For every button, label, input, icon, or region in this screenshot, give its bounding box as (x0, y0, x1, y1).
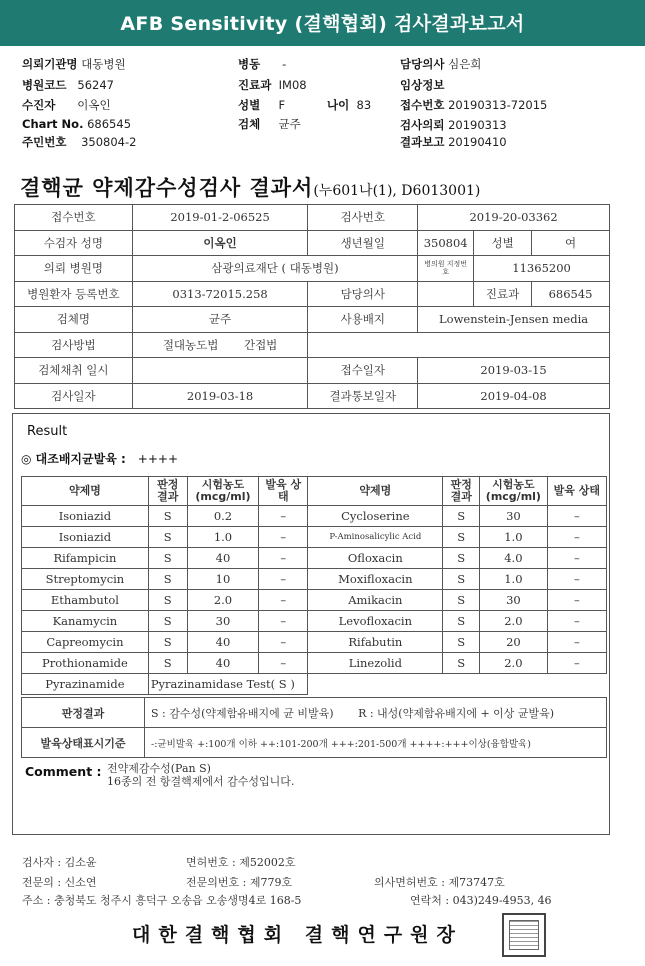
drug-concentration: 0.2 (187, 506, 259, 527)
result-box (12, 413, 610, 835)
drug-table (21, 476, 607, 695)
cell-label: 성별 (474, 230, 532, 256)
cell-value (418, 281, 474, 307)
drug-name: Isoniazid (22, 527, 149, 548)
address: 주소 : 충청북도 청주시 흥덕구 오송읍 오송생명4로 168-5 (22, 894, 302, 907)
drug-growth: – (259, 548, 308, 569)
drug-concentration: 40 (187, 653, 259, 674)
drug-result: S (443, 548, 480, 569)
drug-growth: – (259, 569, 308, 590)
cell-label: 검체명 (15, 307, 133, 333)
examiner: 검사자 : 김소윤 (22, 856, 97, 869)
info-row: 접수번호 20190313-72015 (400, 98, 548, 112)
col-header: 시험농도 (mcg/ml) (480, 477, 548, 506)
cell-label: 진료과 (474, 281, 532, 307)
comment-text: 전약제감수성(Pan S) 16종의 전 항결핵제에서 감수성입니다. (107, 762, 295, 788)
drug-result: S (148, 527, 187, 548)
drug-row (22, 569, 607, 590)
cell-label: 담당의사 (308, 281, 418, 307)
drug-growth: – (547, 611, 606, 632)
cell-label: 검사일자 (15, 383, 133, 409)
criteria-label: 발육상태표시기준 (22, 728, 145, 758)
drug-name: Capreomycin (22, 632, 149, 653)
col-header: 발육 상태 (547, 477, 606, 506)
drug-name: Kanamycin (22, 611, 149, 632)
col-header: 판정 결과 (148, 477, 187, 506)
col-header: 시험농도 (mcg/ml) (187, 477, 259, 506)
cell-label: 접수번호 (15, 205, 133, 231)
patient-info-table (14, 204, 610, 409)
info-row: 주민번호 350804-2 (22, 135, 137, 149)
specialist: 전문의 : 신소연 (22, 876, 97, 889)
drug-growth: – (547, 506, 606, 527)
drug-result: S (443, 527, 480, 548)
drug-name: Ethambutol (22, 590, 149, 611)
cell-label: 검사번호 (308, 205, 418, 231)
drug-growth: – (259, 611, 308, 632)
cell-label: 사용배지 (308, 307, 418, 333)
cell-value: 삼광의료재단 ( 대동병원) (132, 256, 417, 282)
result-heading: Result (27, 424, 68, 439)
drug-result: S (443, 632, 480, 653)
col-header: 약제명 (308, 477, 443, 506)
drug-concentration: 30 (187, 611, 259, 632)
pza-row (22, 674, 607, 695)
drug-growth: – (547, 569, 606, 590)
drug-result: S (148, 632, 187, 653)
drug-result: S (443, 590, 480, 611)
cell-value: 686545 (532, 281, 610, 307)
drug-row (22, 527, 607, 548)
drug-name: Amikacin (308, 590, 443, 611)
drug-growth: – (259, 653, 308, 674)
cell-value: 11365200 (474, 256, 610, 282)
drug-concentration: 1.0 (187, 527, 259, 548)
info-row: 진료과 IM08 (238, 78, 307, 92)
phone: 연락처 : 043)249-4953, 46 (410, 894, 552, 907)
drug-row (22, 632, 607, 653)
drug-growth: – (547, 632, 606, 653)
drug-result: S (148, 653, 187, 674)
doctor-license: 의사면허번호 : 제73747호 (374, 876, 505, 889)
drug-concentration: 40 (187, 548, 259, 569)
cell-empty (308, 674, 607, 695)
cell-value: 0313-72015.258 (132, 281, 308, 307)
drug-result: S (443, 506, 480, 527)
drug-result: S (148, 569, 187, 590)
drug-concentration: 2.0 (480, 653, 548, 674)
drug-result: S (443, 653, 480, 674)
drug-concentration: 2.0 (480, 611, 548, 632)
drug-name: Pyrazinamide (22, 674, 149, 695)
drug-result: S (148, 611, 187, 632)
drug-growth: – (259, 632, 308, 653)
drug-growth: – (547, 590, 606, 611)
drug-growth: – (259, 590, 308, 611)
cell-value: Lowenstein-Jensen media (418, 307, 610, 333)
cell-label: 수검자 성명 (15, 230, 133, 256)
cell-value: 여 (532, 230, 610, 256)
info-row: 담당의사 심은희 (400, 57, 482, 71)
cell-value: 절대농도법 간접법 (132, 332, 308, 358)
examiner-license: 면허번호 : 제52002호 (186, 856, 296, 869)
info-row: 나이 83 (327, 98, 372, 112)
info-row: Chart No. 686545 (22, 117, 132, 131)
cell-label: 검체채취 일시 (15, 358, 133, 384)
drug-concentration: 2.0 (187, 590, 259, 611)
col-header: 발육 상태 (259, 477, 308, 506)
cell-label: 결과통보일자 (308, 383, 418, 409)
cell-label: 생년월일 (308, 230, 418, 256)
cell-value: 2019-03-15 (418, 358, 610, 384)
criteria-label: 판정결과 (22, 698, 145, 728)
drug-result: S (148, 506, 187, 527)
drug-concentration: 4.0 (480, 548, 548, 569)
cell-value: 2019-03-18 (132, 383, 308, 409)
drug-growth: – (259, 506, 308, 527)
info-row: 병동 - (238, 57, 287, 71)
drug-name: Linezolid (308, 653, 443, 674)
drug-name: Cycloserine (308, 506, 443, 527)
drug-row (22, 548, 607, 569)
drug-growth: – (547, 527, 606, 548)
scanned-report (0, 168, 645, 966)
info-row: 성별 F (238, 98, 286, 112)
drug-growth: – (259, 527, 308, 548)
col-header: 판정 결과 (443, 477, 480, 506)
cell-label: 검사방법 (15, 332, 133, 358)
drug-name: Rifabutin (308, 632, 443, 653)
report-header-title: AFB Sensitivity (결핵협회) 검사결과보고서 (0, 0, 645, 46)
drug-growth: – (547, 548, 606, 569)
cell-label: 병의원 지정번호 (418, 256, 474, 282)
control-growth: ◎ 대조배지균발육 : ++++ (21, 452, 178, 466)
drug-row (22, 506, 607, 527)
cell-label: 병원환자 등록번호 (15, 281, 133, 307)
drug-row (22, 653, 607, 674)
drug-name: Levofloxacin (308, 611, 443, 632)
cell-value: 균주 (132, 307, 308, 333)
drug-result: S (148, 548, 187, 569)
drug-name: Streptomycin (22, 569, 149, 590)
drug-row (22, 611, 607, 632)
cell-value: 2019-04-08 (418, 383, 610, 409)
cell-value: 2019-20-03362 (418, 205, 610, 231)
criteria-table (21, 697, 607, 758)
report-title: 결핵균 약제감수성검사 결과서(누601나(1), D6013001) (20, 175, 481, 200)
comment-label: Comment : (25, 764, 102, 779)
cell-value: 2019-01-2-06525 (132, 205, 308, 231)
drug-name: Isoniazid (22, 506, 149, 527)
drug-concentration: 20 (480, 632, 548, 653)
cell-value: 이옥인 (132, 230, 308, 256)
drug-growth: – (547, 653, 606, 674)
cell-value: 350804 (418, 230, 474, 256)
drug-result: S (148, 590, 187, 611)
cell-label: 접수일자 (308, 358, 418, 384)
cell-value (132, 358, 308, 384)
official-seal (502, 913, 546, 957)
drug-concentration: 40 (187, 632, 259, 653)
drug-name: Rifampicin (22, 548, 149, 569)
info-row: 검체 균주 (238, 117, 301, 131)
cell-label: 의뢰 병원명 (15, 256, 133, 282)
info-row: 수진자 이옥인 (22, 98, 111, 112)
criteria-value: S : 감수성(약제함유배지에 균 비발육) R : 내성(약제함유배지에 + 이상 균발육) (145, 698, 607, 728)
drug-name: Prothionamide (22, 653, 149, 674)
drug-result: S (443, 569, 480, 590)
drug-result: S (443, 611, 480, 632)
criteria-value: -:균비발육 +:100개 이하 ++:101-200개 +++:201-500개 ++++:+++이상(융합발육) (145, 728, 607, 758)
info-row: 검사의뢰 20190313 (400, 118, 507, 132)
info-row: 의뢰기관명 대동병원 (22, 57, 126, 71)
drug-concentration: 1.0 (480, 569, 548, 590)
info-row: 병원코드 56247 (22, 78, 114, 92)
info-row: 임상정보 (400, 78, 445, 92)
specialist-license: 전문의번호 : 제779호 (186, 876, 293, 889)
drug-name: P-Aminosalicylic Acid (308, 527, 443, 548)
info-row: 결과보고 20190410 (400, 135, 507, 149)
drug-name: Moxifloxacin (308, 569, 443, 590)
cell-empty (308, 332, 610, 358)
col-header: 약제명 (22, 477, 149, 506)
pza-result: Pyrazinamidase Test( S ) (148, 674, 308, 695)
drug-concentration: 30 (480, 590, 548, 611)
drug-concentration: 30 (480, 506, 548, 527)
drug-row (22, 590, 607, 611)
drug-concentration: 1.0 (480, 527, 548, 548)
drug-name: Ofloxacin (308, 548, 443, 569)
organization-name: 대한결핵협회 결핵연구원장 (132, 924, 463, 946)
drug-concentration: 10 (187, 569, 259, 590)
